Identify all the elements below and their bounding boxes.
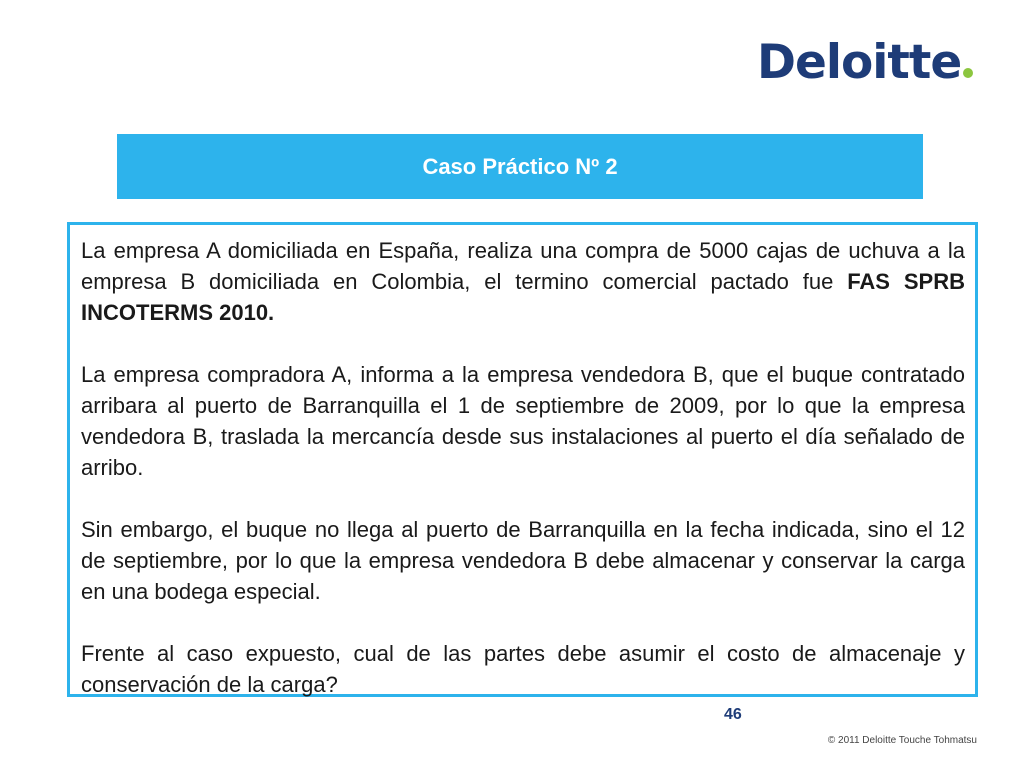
paragraph-4-question: Frente al caso expuesto, cual de las partes debe asumir el costo de almacenaje y conservación de la carga?	[81, 641, 965, 697]
page-number: 46	[724, 706, 742, 723]
paragraph-2: La empresa compradora A, informa a la empresa vendedora B, que el buque contratado arribara al puerto de Barranquilla el 1 de septiembre de 2009, por lo que la empresa vendedora B, traslada la mercancía desde sus instalaciones al puerto el día señalado de arribo.	[81, 362, 965, 480]
paragraph-3: Sin embargo, el buque no llega al puerto de Barranquilla en la fecha indicada, sino el 12 de septiembre, por lo que la empresa vendedora B debe almacenar y conservar la carga en una bodega especial.	[81, 517, 965, 604]
incoterm-highlight: FAS SPRB INCOTERMS 2010.	[81, 269, 965, 325]
title-bar	[117, 134, 923, 199]
paragraph-1-text: La empresa A domiciliada en España, realiza una compra de 5000 cajas de uchuva a la empresa B domiciliada en Colombia, el termino comercial pactado fue	[81, 238, 965, 294]
logo-text: Deloitte	[757, 35, 962, 90]
logo-dot-icon	[963, 68, 973, 78]
paragraph-1	[81, 235, 965, 328]
case-content-box	[67, 222, 978, 697]
deloitte-logo	[757, 35, 973, 90]
slide-title: Caso Práctico Nº 2	[422, 153, 618, 179]
copyright-notice: © 2011 Deloitte Touche Tohmatsu	[827, 735, 977, 746]
